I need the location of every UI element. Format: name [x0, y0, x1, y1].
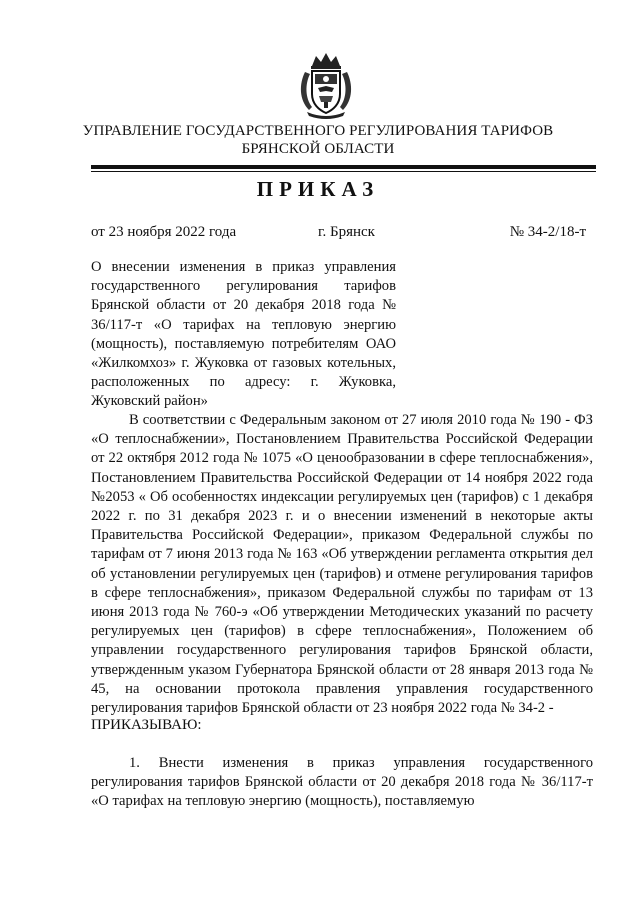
- document-number: № 34-2/18-т: [509, 224, 586, 240]
- header-divider-thick: [91, 165, 596, 169]
- coat-of-arms-icon: [295, 50, 357, 120]
- order-heading: ПРИКАЗЫВАЮ:: [91, 717, 202, 733]
- preamble-paragraph: В соответствии с Федеральным законом от 27 июля 2010 года № 190 - ФЗ «О теплоснабжении», Постановлением Правительства Российской Федерации от 22 октября 2012 года № 1075 «О ценообразовании в сфере теплоснабжения», Постановлением Правительства Российской Федерации от 14 ноября 2022 года №2053 « Об особенностях индексации регулируемых цен (тарифов) с 1 декабря 2022 г. по 31 декабря 2023 г. и о внесении изменений в некоторые акты Правительства Российской Федерации», приказом Федеральной службы по тарифам от 7 июня 2013 года № 163 «Об утверждении регламента открытия дел об установлении регулируемых цен (тарифов) и отмене регулирования тарифов в сфере теплоснабжения», приказом Федеральной службы по тарифам от 13 июня 2013 года № 760-э «Об утверждении Методических указаний по расчету регулируемых цен (тарифов) в сфере теплоснабжения», Положением об управлении государственного регулирования тарифов Брянской области, утвержденным указом Губернатора Брянской области от 28 января 2013 года № 45, на основании протокола правления управления государственного регулирования тарифов Брянской области от 23 ноября 2022 года № 34-2 -: [91, 412, 593, 717]
- document-date: от 23 ноября 2022 года: [91, 224, 237, 240]
- order-item-1: 1. Внести изменения в приказ управления государственного регулирования тарифов Брянской области от 20 декабря 2018 года № 36/117-т «О тарифах на тепловую энергию (мощность), поставляемую: [91, 755, 593, 810]
- document-title: ПРИКАЗ: [256, 177, 380, 201]
- organization-name-line2: БРЯНСКОЙ ОБЛАСТИ: [241, 141, 395, 157]
- header-divider-thin: [91, 171, 596, 172]
- document-city: г. Брянск: [318, 224, 375, 240]
- organization-name-line1: УПРАВЛЕНИЕ ГОСУДАРСТВЕННОГО РЕГУЛИРОВАНИЯ ТАРИФОВ: [82, 123, 554, 139]
- document-subject: О внесении изменения в приказ управления государственного регулирования тарифов Брянской области от 20 декабря 2018 года № 36/117-т «О тарифах на тепловую энергию (мощность), поставляемую потребителям ОАО «Жилкомхоз» г. Жуковка от газовых котельных, расположенных по адресу: г. Жуковка, Жуковский район»: [91, 259, 396, 410]
